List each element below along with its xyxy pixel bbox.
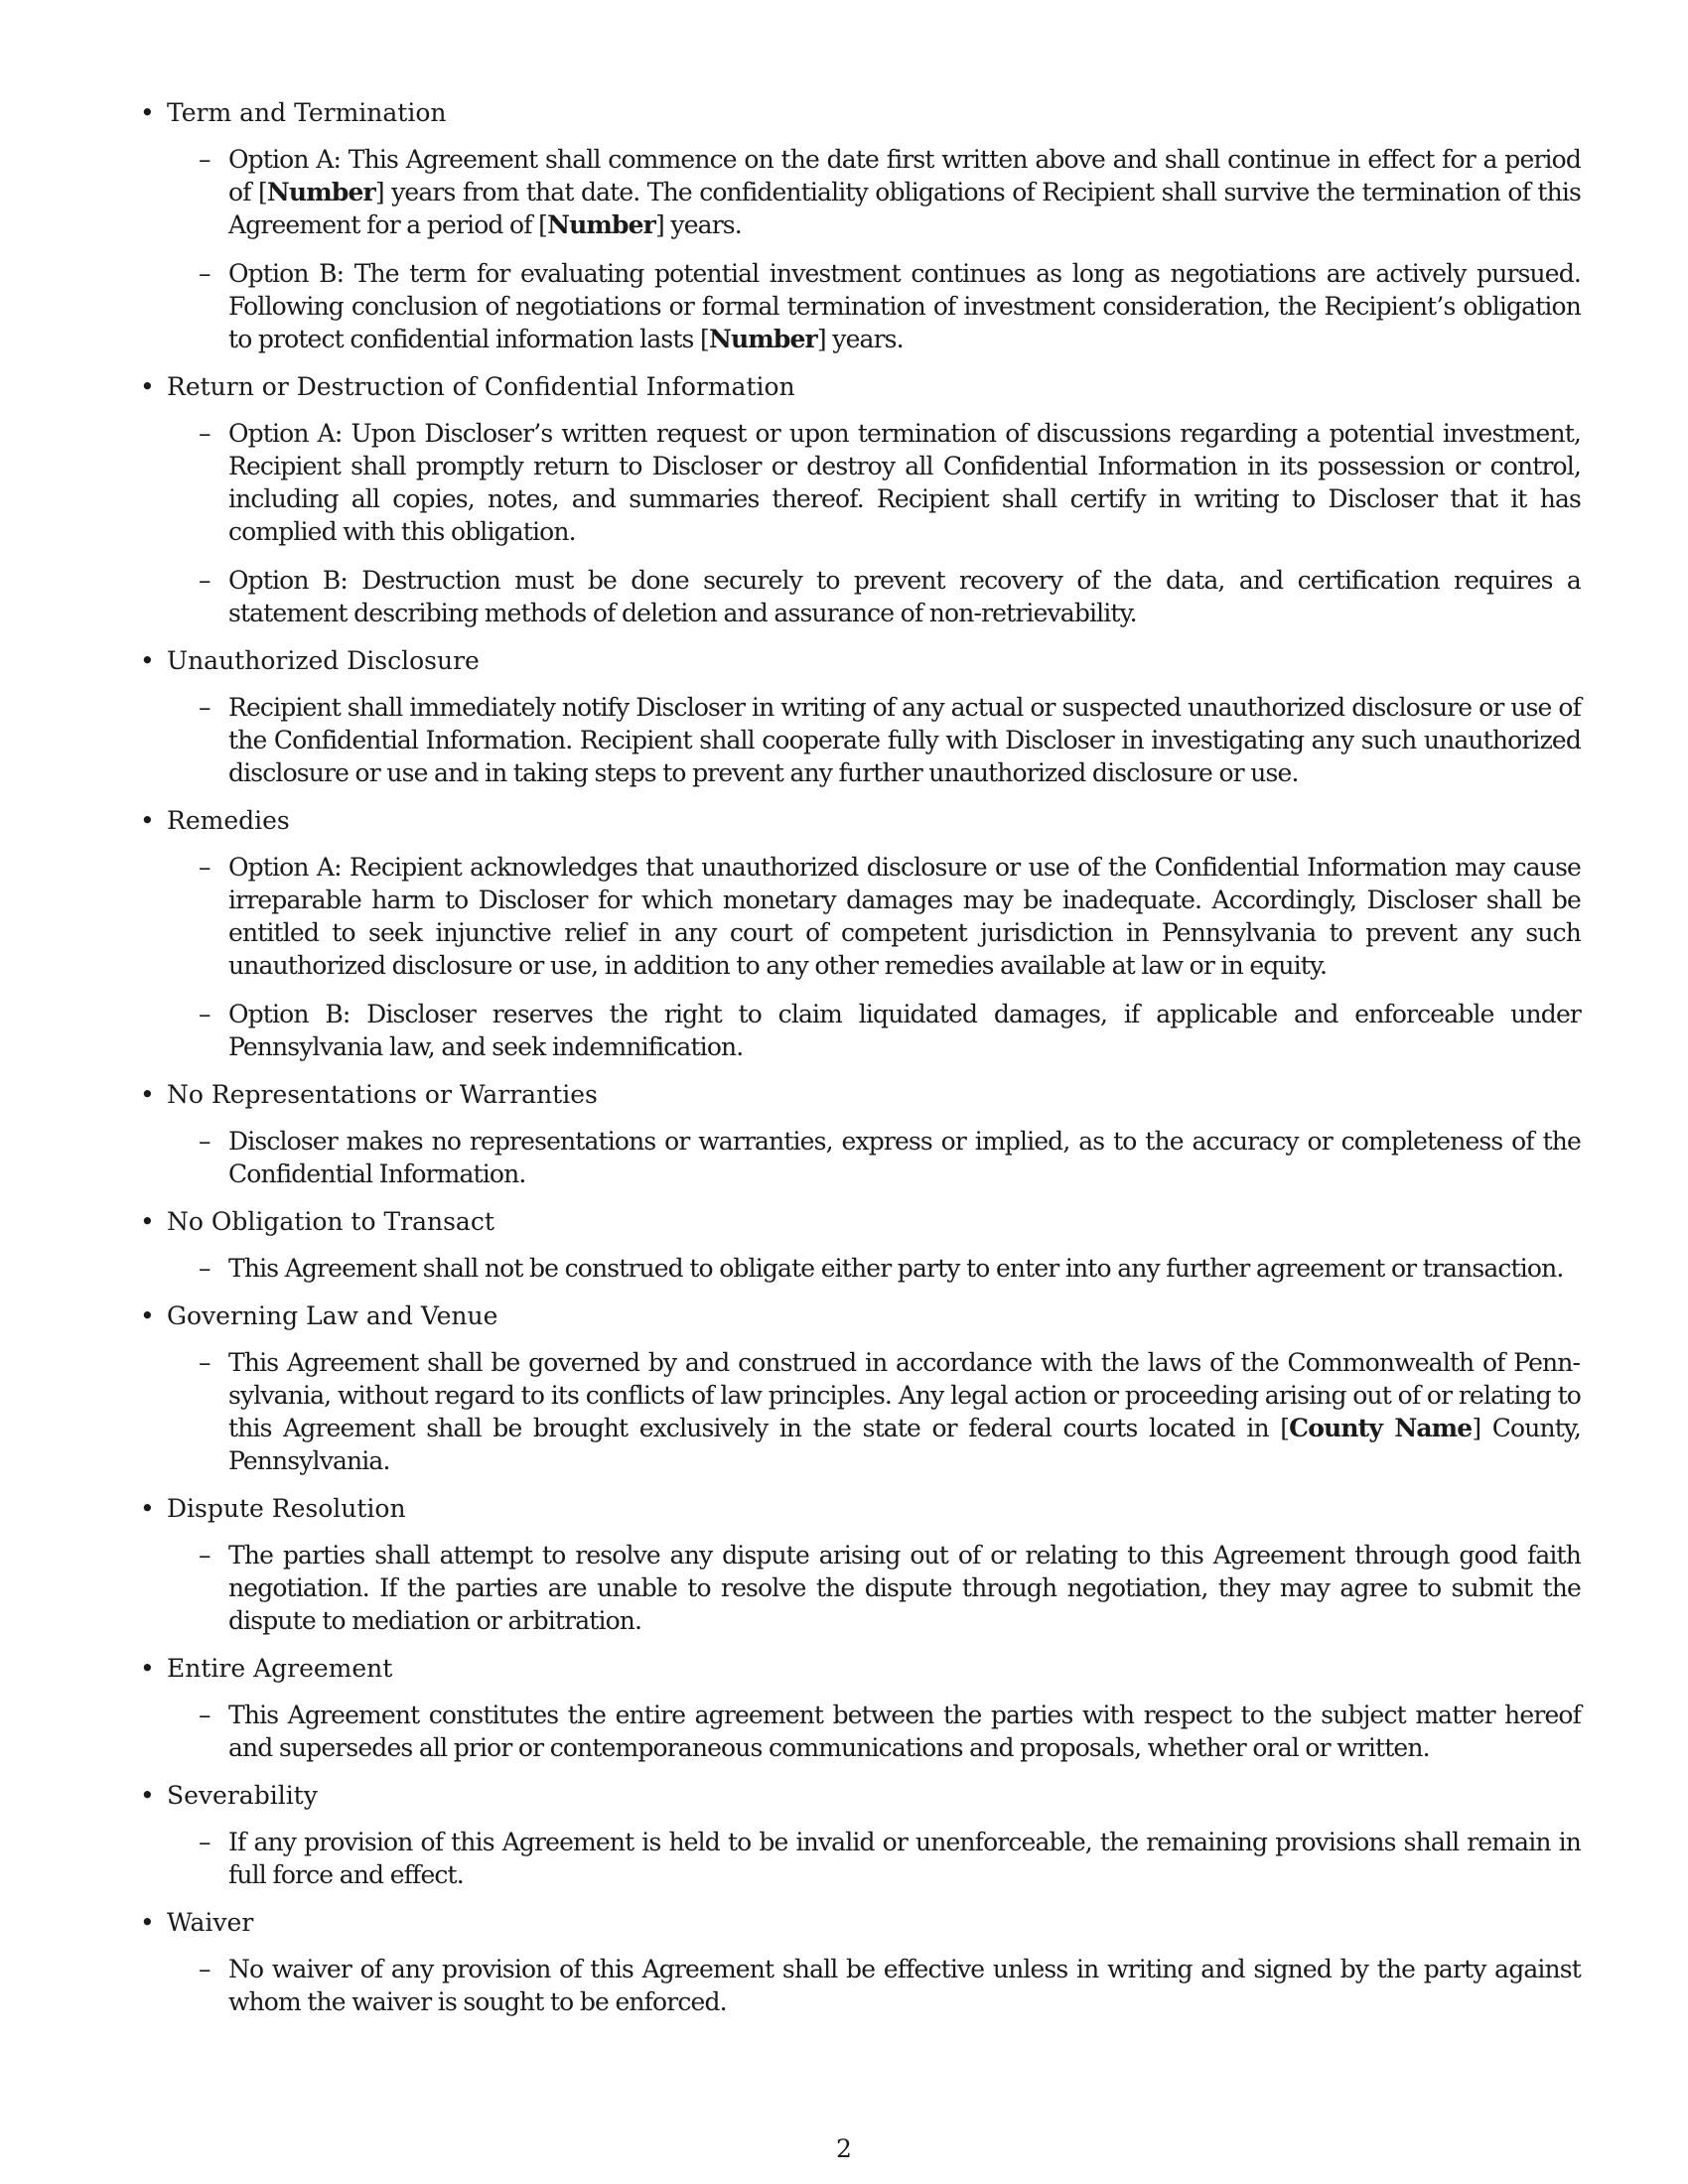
dash-bullet-icon: – [199,259,211,288]
section-item [140,1078,1581,1190]
section-title [140,1205,1581,1238]
section-title [140,370,1581,403]
section-item [140,96,1581,355]
section-title [140,1078,1581,1111]
placeholder-text: County Name [1289,1414,1473,1442]
dash-bullet-icon: – [199,1348,211,1377]
dash-bullet-icon: – [199,1701,211,1729]
section-item [140,370,1581,629]
section-title-text: Governing Law and Venue [167,1301,498,1330]
clause-text: If any provision of this Agreement is held to be invalid or unenforceable, the remaining provisions shall remain in full force and effect. [228,1828,1581,1889]
section-title [140,1652,1581,1685]
bullet-icon: • [140,1654,155,1683]
clause-text: This Agreement shall be governed by and construed in accordance with the laws of the Commonwealth of Pennsylvania, without regard to its conflicts of law principles. Any legal action or proceeding arising out of or relating to this Agreement shall be brought exclusively in the state or federal courts located in [ [228,1348,1581,1442]
clause-paragraph [199,998,1581,1063]
section-title-text: Severability [167,1781,318,1810]
dash-bullet-icon: – [199,1541,211,1570]
clause-paragraph [199,1953,1581,2018]
section-title-text: Waiver [167,1908,254,1937]
dash-bullet-icon: – [199,853,211,882]
bullet-icon: • [140,1494,155,1523]
dash-bullet-icon: – [199,1828,211,1856]
clause-text: ] County, Pennsylvania. [228,1414,1581,1475]
clause-list [140,96,1581,2033]
bullet-icon: • [140,1207,155,1236]
clause-text: ] years from that date. The confidentiality obligations of Recipient shall survive the termination of this Agreement for a period of [ [228,178,1581,239]
dash-bullet-icon: – [199,1127,211,1156]
clause-text: ] years. [655,210,742,239]
placeholder-text: Number [547,210,656,239]
section-item [140,804,1581,1063]
bullet-icon: • [140,98,155,127]
section-title-text: Term and Termination [167,98,447,127]
clause-paragraph [199,1826,1581,1891]
section-item [140,1779,1581,1891]
section-item [140,1906,1581,2018]
bullet-icon: • [140,1908,155,1937]
clause-text: Option A: This Agreement shall commence on the date first written above and shall continue in effect for a period of [ [228,145,1581,206]
bullet-icon: • [140,1301,155,1330]
clause-paragraph [199,1252,1581,1285]
section-title-text: Entire Agreement [167,1654,393,1683]
dash-bullet-icon: – [199,1254,211,1283]
clause-paragraph [199,564,1581,629]
clause-paragraph [199,1699,1581,1764]
bullet-icon: • [140,1080,155,1109]
clause-text: Option B: The term for evaluating potential investment continues as long as negotiations are actively pursued. Following conclusion of negotiations or formal termination of investment consideration, the Recipient’s obligation to protect confidential information lasts [ [228,259,1581,353]
section-item [140,1652,1581,1764]
clause-paragraph [199,1125,1581,1190]
clause-text: Option A: Recipient acknowledges that unauthorized disclosure or use of the Confidential Information may cause irreparable harm to Discloser for which monetary damages may be inadequate. Accordingly, Discloser shall be entitled to seek injunctive relief in any court of competent jurisdiction in Pennsylvania to prevent any such unauthorized disclosure or use, in addition to any other remedies available at law or in equity. [228,853,1581,980]
dash-bullet-icon: – [199,1000,211,1028]
page-number: 2 [836,2134,852,2163]
section-title-text: Unauthorized Disclosure [167,646,480,675]
bullet-icon: • [140,806,155,835]
clause-paragraph [199,851,1581,982]
clause-text: This Agreement shall not be construed to obligate either party to enter into any further agreement or transaction. [228,1254,1564,1283]
section-title [140,1492,1581,1525]
section-item [140,644,1581,789]
clause-paragraph [199,1539,1581,1637]
section-item [140,1299,1581,1477]
section-title [140,1299,1581,1332]
clause-paragraph [199,257,1581,355]
section-title-text: Remedies [167,806,290,835]
dash-bullet-icon: – [199,693,211,722]
section-item [140,1205,1581,1285]
clause-text: No waiver of any provision of this Agreement shall be effective unless in writing and signed by the party against whom the waiver is sought to be enforced. [228,1955,1581,2016]
clause-text: Discloser makes no representations or warranties, express or implied, as to the accuracy or completeness of the Confidential Information. [228,1127,1581,1188]
bullet-icon: • [140,372,155,401]
clause-text: Option B: Discloser reserves the right to claim liquidated damages, if applicable and enforceable under Pennsylvania law, and seek indemnification. [228,1000,1581,1061]
placeholder-text: Number [266,178,375,206]
section-title [140,804,1581,837]
section-title-text: No Obligation to Transact [167,1207,494,1236]
section-title-text: Return or Destruction of Confidential Information [167,372,795,401]
dash-bullet-icon: – [199,145,211,174]
clause-text: The parties shall attempt to resolve any dispute arising out of or relating to this Agreement through good faith negotiation. If the parties are unable to resolve the dispute through negotiation, they may agree to submit the dispute to mediation or arbitration. [228,1541,1581,1635]
clause-text: Recipient shall immediately notify Discloser in writing of any actual or suspected unauthorized disclosure or use of the Confidential Information. Recipient shall cooperate fully with Discloser in investigating any such unauthorized disclosure or use and in taking steps to prevent any further unauthorized disclosure or use. [228,693,1581,787]
clause-text: This Agreement constitutes the entire agreement between the parties with respect to the subject matter hereof and supersedes all prior or contemporaneous communications and proposals, whether oral or written. [228,1701,1581,1762]
section-title [140,96,1581,129]
placeholder-text: Number [708,325,817,353]
section-title-text: No Representations or Warranties [167,1080,598,1109]
section-title [140,1906,1581,1939]
dash-bullet-icon: – [199,566,211,595]
clause-paragraph [199,1346,1581,1477]
section-title-text: Dispute Resolution [167,1494,406,1523]
clause-paragraph [199,143,1581,241]
clause-text: ] years. [816,325,904,353]
clause-text: Option A: Upon Discloser’s written request or upon termination of discussions regarding a potential investment, Recipient shall promptly return to Discloser or destroy all Confidential Information in its possession or control, including all copies, notes, and summaries thereof. Recipient shall certify in writing to Discloser that it has complied with this obligation. [228,419,1581,546]
dash-bullet-icon: – [199,1955,211,1983]
section-title [140,644,1581,677]
dash-bullet-icon: – [199,419,211,448]
clause-paragraph [199,691,1581,789]
bullet-icon: • [140,1781,155,1810]
bullet-icon: • [140,646,155,675]
clause-paragraph [199,417,1581,548]
clause-text: Option B: Destruction must be done securely to prevent recovery of the data, and certification requires a statement describing methods of deletion and assurance of non-retrievability. [228,566,1581,627]
section-item [140,1492,1581,1637]
section-title [140,1779,1581,1812]
